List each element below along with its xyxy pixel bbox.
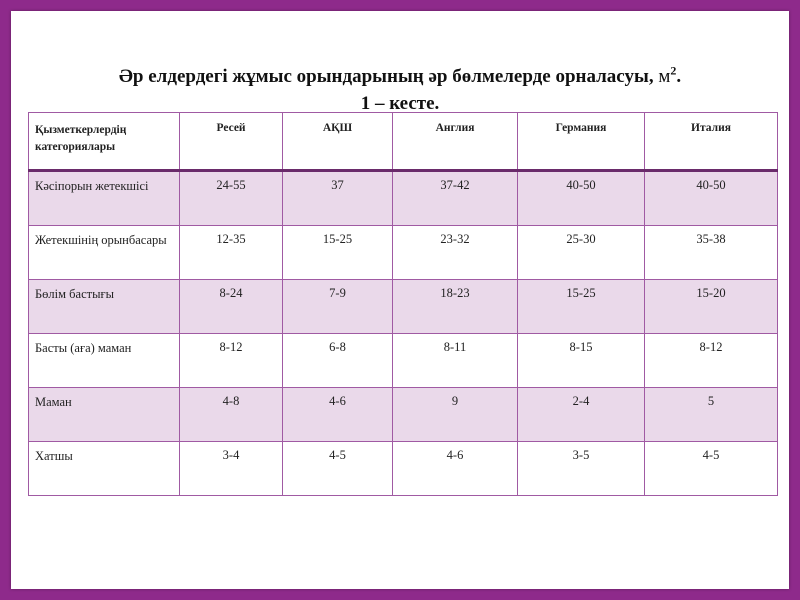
header-category: Қызметкерлердің категориялары <box>29 113 180 171</box>
table-row <box>29 171 778 226</box>
table-row <box>29 226 778 280</box>
table-cell: 4-8 <box>180 388 283 442</box>
table-cell: 37-42 <box>393 171 518 226</box>
table-cell: 8-24 <box>180 280 283 334</box>
table-cell: 15-25 <box>283 226 393 280</box>
table-cell: 40-50 <box>645 171 778 226</box>
header-germany: Германия <box>518 113 645 171</box>
header-usa: АҚШ <box>283 113 393 171</box>
table-cell: 3-4 <box>180 442 283 496</box>
table-cell: 4-6 <box>393 442 518 496</box>
table-cell: 12-35 <box>180 226 283 280</box>
table-cell: 35-38 <box>645 226 778 280</box>
title-unit: $м^2$ <box>658 63 677 87</box>
table-cell: 15-20 <box>645 280 778 334</box>
table-cell: 9 <box>393 388 518 442</box>
table-cell: 2-4 <box>518 388 645 442</box>
table-cell: 25-30 <box>518 226 645 280</box>
table-row <box>29 334 778 388</box>
row-category: Хатшы <box>29 442 180 496</box>
table-cell: 37 <box>283 171 393 226</box>
row-category: Кәсіпорын жетекшісі <box>29 171 180 226</box>
table-cell: 3-5 <box>518 442 645 496</box>
header-russia: Ресей <box>180 113 283 171</box>
table-cell: 8-15 <box>518 334 645 388</box>
data-table <box>28 112 778 496</box>
table-cell: 8-12 <box>645 334 778 388</box>
title-line-2: 1 – кесте. <box>360 93 440 114</box>
header-england: Англия <box>393 113 518 171</box>
row-category: Маман <box>29 388 180 442</box>
table-cell: 4-5 <box>283 442 393 496</box>
row-category: Бөлім бастығы <box>29 280 180 334</box>
table-cell: 4-6 <box>283 388 393 442</box>
table-row <box>29 388 778 442</box>
table-cell: 4-5 <box>645 442 778 496</box>
table-cell: 23-32 <box>393 226 518 280</box>
table-cell: 8-11 <box>393 334 518 388</box>
row-category: Басты (аға) маман <box>29 334 180 388</box>
slide-title <box>11 63 789 117</box>
table-cell: 40-50 <box>518 171 645 226</box>
table-cell: 5 <box>645 388 778 442</box>
table-row <box>29 442 778 496</box>
slide <box>11 11 789 589</box>
table-cell: 8-12 <box>180 334 283 388</box>
title-text: Әр елдердегі жұмыс орындарының әр бөлмелерде орналасуы, <box>118 66 654 87</box>
row-category: Жетекшінің орынбасары <box>29 226 180 280</box>
header-italy: Италия <box>645 113 778 171</box>
table-cell: 15-25 <box>518 280 645 334</box>
title-line-1: Әр елдердегі жұмыс орындарының әр бөлмелерде орналасуы, $м^2$. <box>118 63 682 87</box>
table-cell: 7-9 <box>283 280 393 334</box>
table-header-row <box>29 113 778 171</box>
table-cell: 24-55 <box>180 171 283 226</box>
table-cell: 18-23 <box>393 280 518 334</box>
table-cell: 6-8 <box>283 334 393 388</box>
table-row <box>29 280 778 334</box>
